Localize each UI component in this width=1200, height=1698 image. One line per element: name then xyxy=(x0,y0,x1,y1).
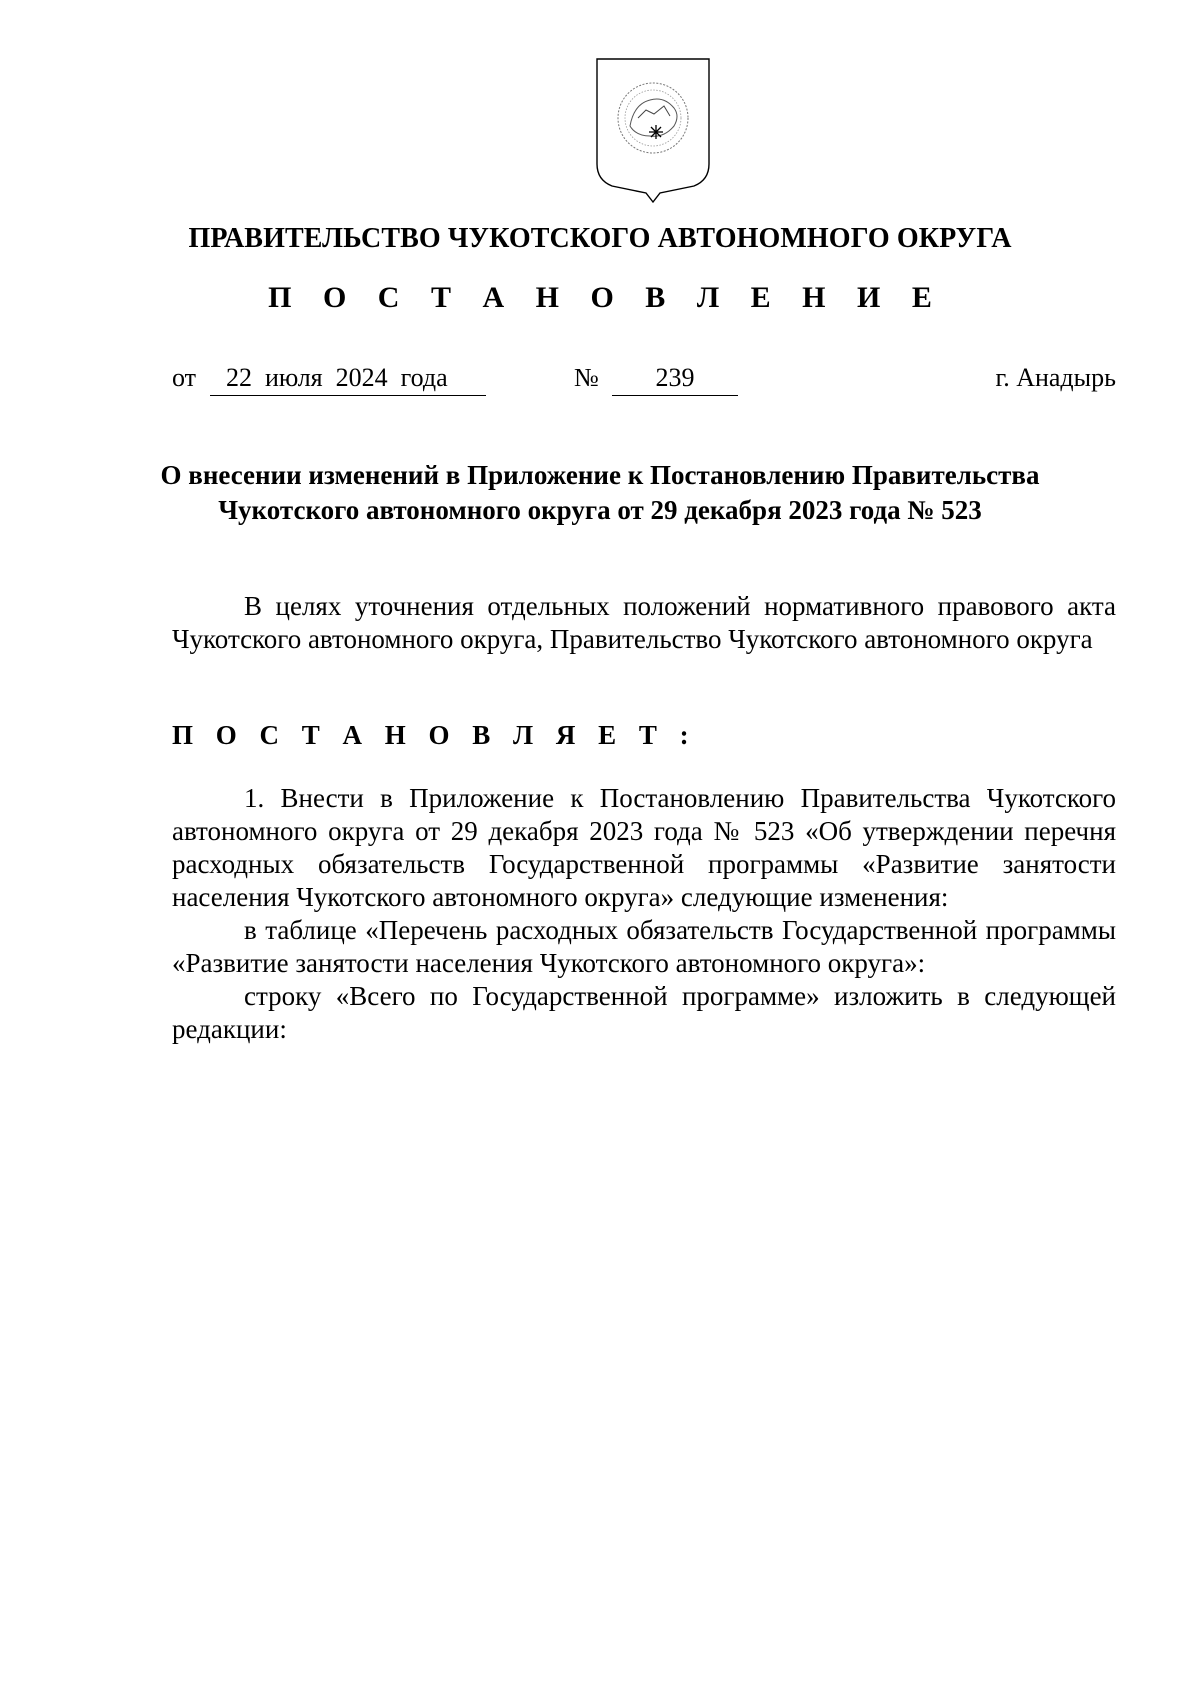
document-subject xyxy=(150,458,1050,528)
item-1-subparagraph-row: строку «Всего по Государственной программе» изложить в следующей редакции: xyxy=(172,981,1116,1044)
decree-word: П О С Т А Н О В Л Я Е Т : xyxy=(172,720,697,750)
document-number: 239 xyxy=(612,362,738,396)
document-city: г. Анадырь xyxy=(995,363,1116,392)
subject-line-2: Чукотского автономного округа от 29 декабря 2023 года № 523 xyxy=(218,495,982,525)
government-title: ПРАВИТЕЛЬСТВО ЧУКОТСКОГО АВТОНОМНОГО ОКРУГА xyxy=(188,223,1012,254)
document-date: 22 июля 2024 года xyxy=(210,362,486,396)
number-prefix: № xyxy=(574,363,599,392)
date-prefix: от xyxy=(172,363,197,392)
subject-line-1: О внесении изменений в Приложение к Постановлению Правительства xyxy=(160,460,1040,490)
item-1-paragraph: 1. Внести в Приложение к Постановлению Правительства Чукотского автономного округа от 29 декабря 2023 года № 523 «Об утверждении перечня расходных обязательств Государственной программы «Развитие занятости населения Чукотского автономного округа» следующие изменения: xyxy=(172,783,1116,912)
preamble-paragraph: В целях уточнения отдельных положений нормативного правового акта Чукотского автономного округа, Правительство Чукотского автономного округа xyxy=(172,591,1116,654)
item-1-subparagraph-table: в таблице «Перечень расходных обязательств Государственной программы «Развитие занятости населения Чукотского автономного округа»: xyxy=(172,915,1116,978)
document-type-heading: П О С Т А Н О В Л Е Н И Е xyxy=(268,281,944,314)
coat-of-arms-emblem xyxy=(594,56,712,204)
